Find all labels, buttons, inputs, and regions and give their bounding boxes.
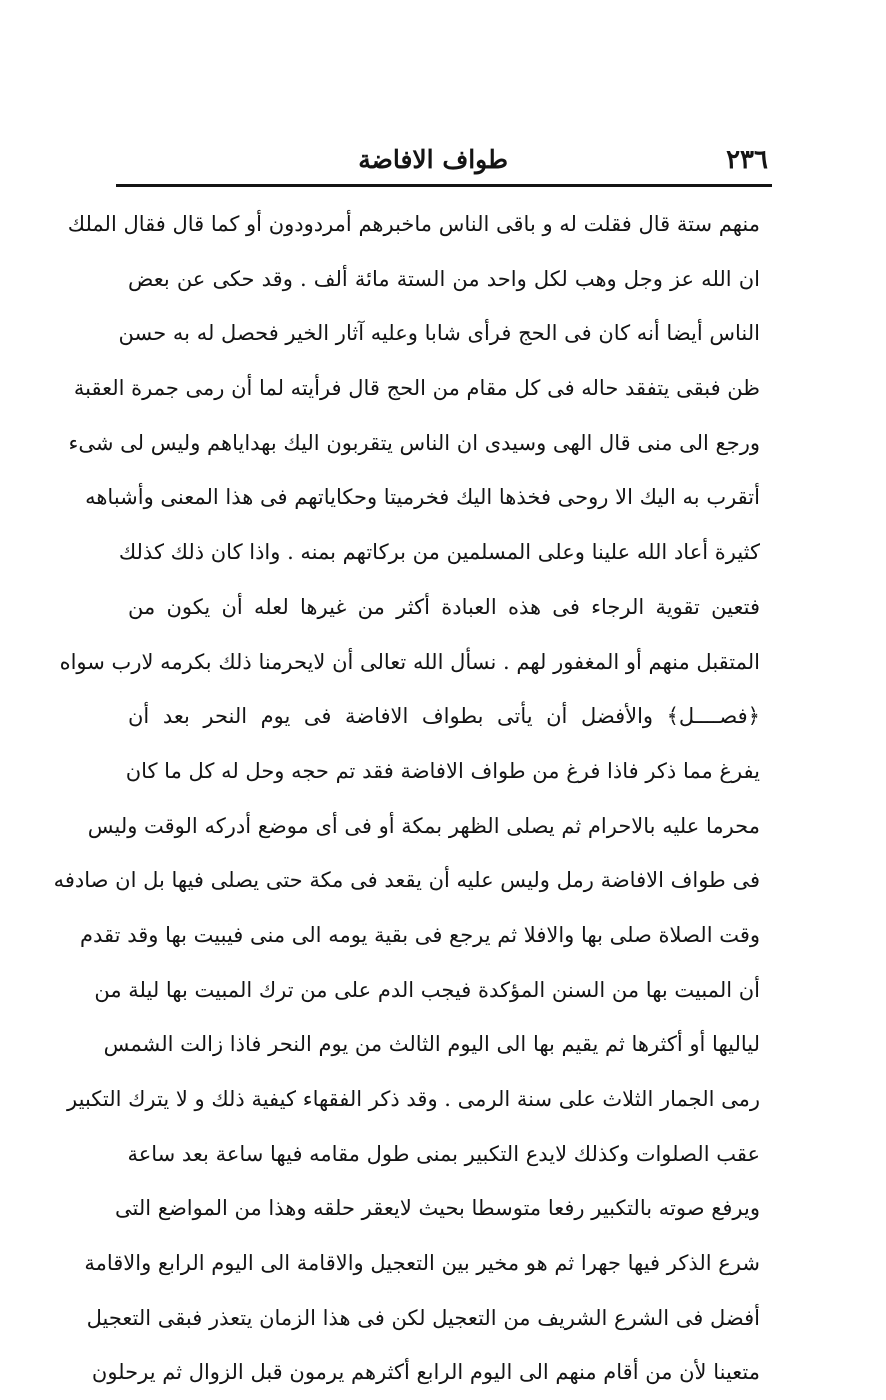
text-line: فى طواف الافاضة رمل وليس عليه أن يقعد فى مكة حتى يصلى فيها بل ان صادفه xyxy=(53,868,760,893)
text-line: شرع الذكر فيها جهرا ثم هو مخير بين التعجيل والاقامة الى اليوم الرابع والاقامة xyxy=(84,1251,760,1276)
text-line: متعينا لأن من أقام منهم الى اليوم الرابع أكثرهم يرمون قبل الزوال ثم يرحلون xyxy=(91,1360,760,1385)
body-text xyxy=(53,197,760,1400)
text-line: المتقبل منهم أو المغفور لهم . نسأل الله تعالى أن لايحرمنا ذلك بكرمه لارب سواه xyxy=(59,649,760,674)
page-number: ٢٣٦ xyxy=(726,145,768,175)
text-line: أتقرب به اليك الا روحى فخذها اليك فخرميتا وحكاياتهم فى هذا المعنى وأشباهه xyxy=(85,485,760,510)
text-line: وقت الصلاة صلى بها والافلا ثم يرجع فى بقية يومه الى منى فيبيت بها وقد تقدم xyxy=(80,922,760,947)
text-line: رمى الجمار الثلاث على سنة الرمى . وقد ذكر الفقهاء كيفية ذلك و لا يترك التكبير xyxy=(67,1087,760,1111)
section-heading-line: ﴿فصــــل﴾ والأفضل أن يأتى بطواف الافاضة فى يوم النحر بعد أن xyxy=(128,704,760,729)
text-line: أن المبيت بها من السنن المؤكدة فيجب الدم على من ترك المبيت بها ليلة من xyxy=(94,977,760,1002)
text-line: ويرفع صوته بالتكبير رفعا متوسطا بحيث لايعقر حلقه وهذا من المواضع التى xyxy=(115,1196,760,1221)
running-title: طواف الافاضة xyxy=(358,145,508,174)
text-line: فتعين تقوية الرجاء فى هذه العبادة أكثر من غيرها لعله أن يكون من xyxy=(128,594,760,619)
text-line: ظن فبقى يتفقد حاله فى كل مقام من الحج قال فرأيته لما أن رمى جمرة العقبة xyxy=(73,376,760,401)
text-line: يفرغ مما ذكر فاذا فرغ من طواف الافاضة فقد تم حجه وحل له كل ما كان xyxy=(125,758,760,783)
text-line: أفضل فى الشرع الشريف من التعجيل لكن فى هذا الزمان يتعذر فبقى التعجيل xyxy=(86,1305,760,1330)
text-line: الناس أيضا أنه كان فى الحج فرأى شابا وعليه آثار الخير فحصل له به حسن xyxy=(118,321,760,346)
text-line: لياليها أو أكثرها ثم يقيم بها الى اليوم الثالث من يوم النحر فاذا زالت الشمس xyxy=(103,1032,760,1057)
text-line: ورجع الى منى قال الهى وسيدى ان الناس يتقربون اليك بهداياهم وليس لى شىء xyxy=(68,430,760,455)
page-header xyxy=(118,142,768,182)
text-line: عقب الصلوات وكذلك لايدع التكبير بمنى طول مقامه فيها ساعة بعد ساعة xyxy=(127,1141,760,1166)
text-line: كثيرة أعاد الله علينا وعلى المسلمين من بركاتهم بمنه . واذا كان ذلك كذلك xyxy=(118,540,760,565)
text-line: ان الله عز وجل وهب لكل واحد من الستة مائة ألف . وقد حكى عن بعض xyxy=(128,266,760,291)
header-rule xyxy=(116,184,772,187)
text-line: منهم ستة قال فقلت له و باقى الناس ماخبرهم أمردودون أو كما قال فقال الملك xyxy=(67,212,760,236)
text-line: محرما عليه بالاحرام ثم يصلى الظهر بمكة أو فى أى موضع أدركه الوقت وليس xyxy=(87,813,760,838)
